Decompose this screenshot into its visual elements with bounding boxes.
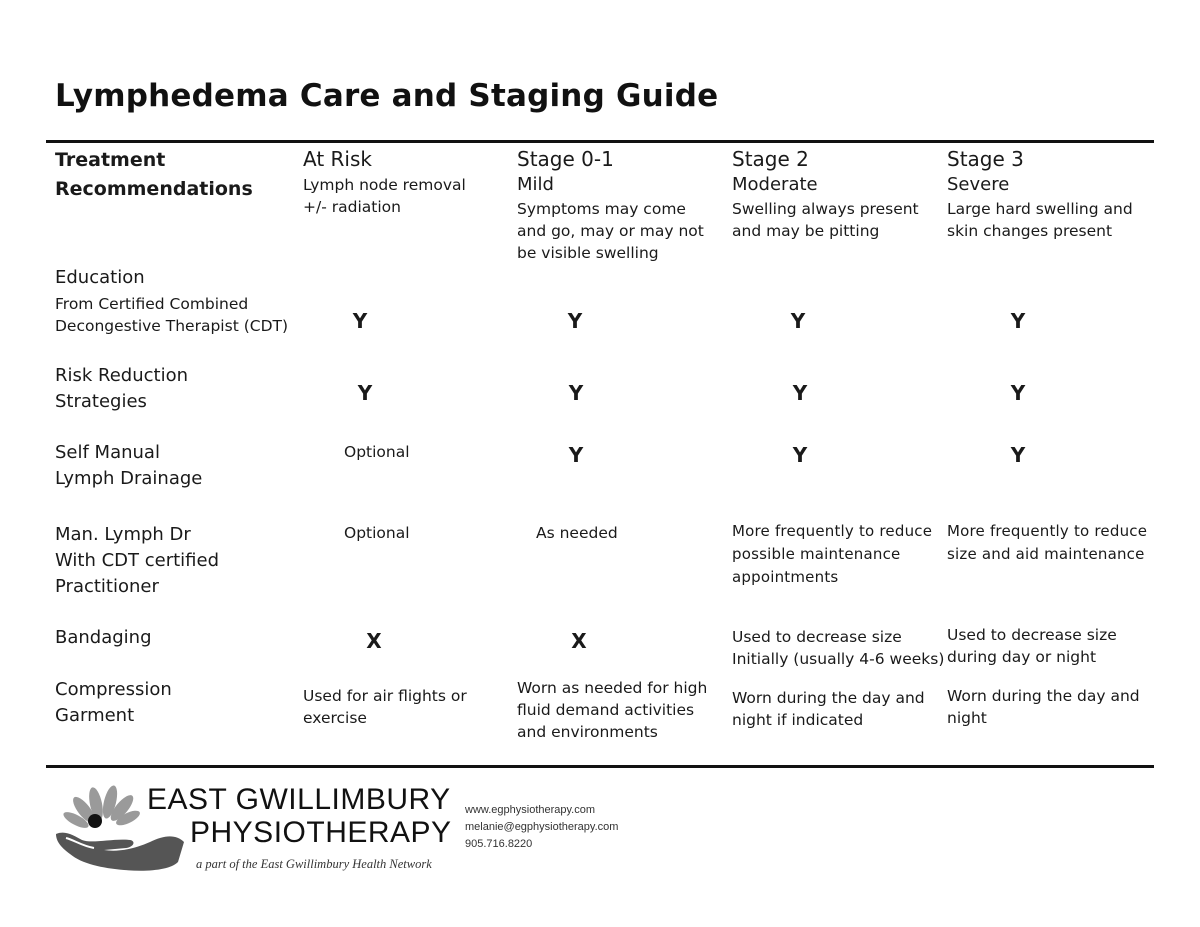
- desc-line: Symptoms may come: [517, 200, 686, 218]
- row-label-compression-garment: [55, 677, 172, 729]
- bottom-divider: [46, 765, 1154, 768]
- row-label-line: Lymph Drainage: [55, 468, 203, 489]
- stage-desc: [732, 198, 919, 242]
- col-header-stage-2: [732, 146, 919, 242]
- desc-line: be visible swelling: [517, 244, 659, 262]
- desc-line: skin changes present: [947, 222, 1113, 240]
- treatment-header: [55, 146, 253, 204]
- stage-desc: [947, 198, 1133, 242]
- row-label-line: Practitioner: [55, 576, 159, 597]
- row-label-bandaging: Bandaging: [55, 627, 152, 648]
- self-mld-stage-0-1: Y: [568, 443, 584, 467]
- row-label-line: Man. Lymph Dr: [55, 524, 191, 545]
- treatment-header-line2: Recommendations: [55, 178, 253, 200]
- education-stage-2: Y: [790, 309, 806, 333]
- education-stage-0-1: Y: [567, 309, 583, 333]
- col-header-stage-3: [947, 146, 1133, 242]
- cell-line: during day or night: [947, 648, 1097, 666]
- cell-line: size and aid maintenance: [947, 545, 1145, 563]
- cell-line: and environments: [517, 723, 658, 741]
- cell-line: night if indicated: [732, 711, 864, 729]
- treatment-header-line1: Treatment: [55, 149, 166, 171]
- cell-line: appointments: [732, 568, 839, 586]
- self-mld-stage-3: Y: [1010, 443, 1026, 467]
- row-label-line: Compression: [55, 679, 172, 700]
- row-label-line: Strategies: [55, 391, 147, 412]
- top-divider: [46, 140, 1154, 143]
- page-title: Lymphedema Care and Staging Guide: [55, 78, 719, 114]
- cell-line: Used for air flights or: [303, 687, 467, 705]
- phone-number: 905.716.8220: [465, 838, 533, 850]
- row-label-self-mld: [55, 440, 202, 492]
- risk-stage-3: Y: [1010, 381, 1026, 405]
- compression-stage-2: [732, 687, 925, 731]
- cell-line: night: [947, 709, 987, 727]
- education-stage-3: Y: [1010, 309, 1026, 333]
- man-ld-stage-0-1: As needed: [536, 524, 618, 542]
- stage-severity: Moderate: [732, 174, 818, 195]
- self-mld-stage-2: Y: [792, 443, 808, 467]
- desc-line: Swelling always present: [732, 200, 919, 218]
- row-label-education: [55, 265, 288, 337]
- bandaging-stage-0-1: X: [571, 629, 587, 653]
- cell-line: Worn during the day and: [732, 689, 925, 707]
- website-link[interactable]: www.egphysiotherapy.com: [465, 804, 596, 816]
- stage-severity: Severe: [947, 174, 1010, 195]
- row-label-line: With CDT certified: [55, 550, 220, 571]
- cell-line: Worn during the day and: [947, 687, 1140, 705]
- cell-line: Initially (usually 4-6 weeks): [732, 650, 945, 668]
- desc-line: and may be pitting: [732, 222, 880, 240]
- stage-title: At Risk: [303, 147, 372, 171]
- row-label-line: Education: [55, 267, 145, 288]
- cell-line: Worn as needed for high: [517, 679, 708, 697]
- email-link[interactable]: melanie@egphysiotherapy.com: [465, 821, 619, 833]
- man-ld-stage-3: [947, 520, 1147, 566]
- cell-line: Used to decrease size: [947, 626, 1117, 644]
- brand-line-2: PHYSIOTHERAPY: [190, 816, 452, 849]
- desc-line: and go, may or may not: [517, 222, 704, 240]
- desc-line: Large hard swelling and: [947, 200, 1133, 218]
- risk-stage-0-1: Y: [568, 381, 584, 405]
- cell-line: exercise: [303, 709, 367, 727]
- stage-desc: [303, 174, 466, 218]
- row-label-line: Self Manual: [55, 442, 160, 463]
- row-label-small-line: From Certified Combined: [55, 295, 249, 313]
- stage-severity: Mild: [517, 174, 554, 195]
- cell-line: More frequently to reduce: [947, 522, 1148, 540]
- cell-line: Used to decrease size: [732, 628, 902, 646]
- compression-at-risk: [303, 685, 467, 729]
- col-header-at-risk: [303, 146, 466, 218]
- desc-line: Lymph node removal: [303, 176, 466, 194]
- brand-line-1: EAST GWILLIMBURY: [147, 783, 451, 816]
- self-mld-at-risk: Optional: [344, 443, 410, 461]
- bandaging-stage-3: [947, 624, 1117, 668]
- risk-stage-2: Y: [792, 381, 808, 405]
- desc-line: +/- radiation: [303, 198, 401, 216]
- stage-title: Stage 0-1: [517, 147, 614, 171]
- education-at-risk: Y: [352, 309, 368, 333]
- contact-info: [465, 802, 618, 853]
- compression-stage-0-1: [517, 677, 707, 743]
- risk-at-risk: Y: [357, 381, 373, 405]
- compression-stage-3: [947, 685, 1140, 729]
- bandaging-at-risk: X: [366, 629, 382, 653]
- brand-tagline: a part of the East Gwillimbury Health Network: [196, 857, 432, 871]
- row-label-small: [55, 293, 288, 337]
- row-label-risk-reduction: [55, 363, 188, 415]
- cell-line: possible maintenance: [732, 545, 901, 563]
- row-label-line: Risk Reduction: [55, 365, 189, 386]
- man-ld-at-risk: Optional: [344, 524, 410, 542]
- cell-line: More frequently to reduce: [732, 522, 933, 540]
- man-ld-stage-2: [732, 520, 932, 589]
- row-label-manual-lymph-drainage: [55, 522, 219, 600]
- stage-title: Stage 3: [947, 147, 1024, 171]
- bandaging-stage-2: [732, 626, 944, 670]
- stage-title: Stage 2: [732, 147, 809, 171]
- stage-desc: [517, 198, 704, 264]
- col-header-stage-0-1: [517, 146, 704, 264]
- row-label-small-line: Decongestive Therapist (CDT): [55, 317, 289, 335]
- cell-line: fluid demand activities: [517, 701, 695, 719]
- row-label-line: Garment: [55, 705, 135, 726]
